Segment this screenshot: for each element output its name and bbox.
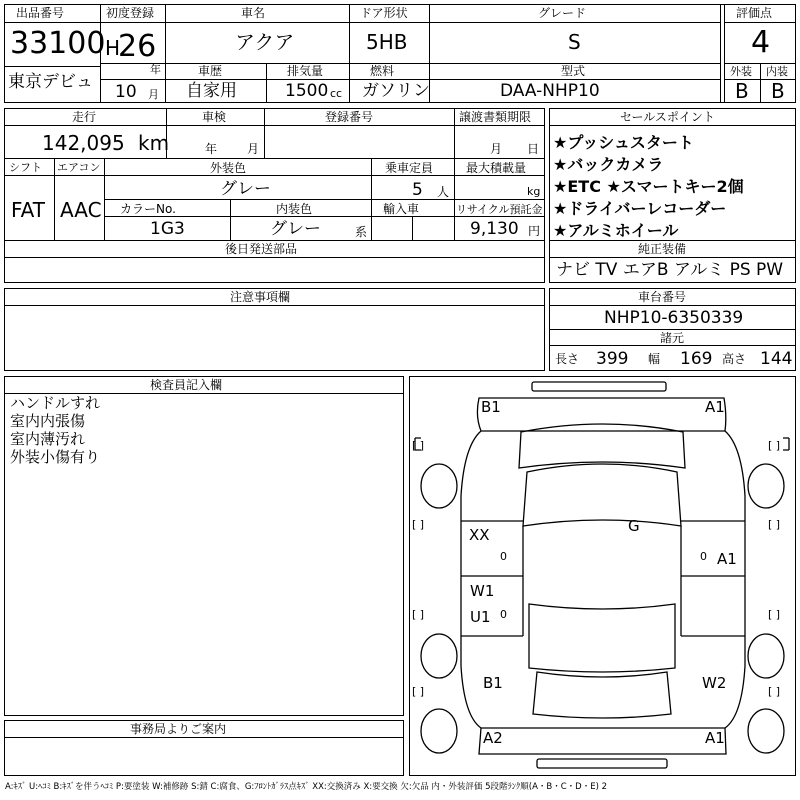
inspection-label: 車検 <box>202 110 227 124</box>
sales-point-item: ★ETC ★スマートキー2個 <box>553 177 744 196</box>
venue: 東京デビュ <box>8 72 93 92</box>
mileage: 142,095 <box>42 131 125 155</box>
damage-code-w1: W1 <box>470 582 495 600</box>
displacement-unit: cc <box>330 87 343 100</box>
max-load-label: 最大積載量 <box>466 161 527 175</box>
shift: FAT <box>11 198 46 222</box>
equipment-label: 純正装備 <box>638 242 687 256</box>
damage-code-zero: 0 <box>500 550 507 563</box>
bracket-mark: [ ] <box>768 608 781 621</box>
equipment-value: ナビ TV エアB アルミ PS PW <box>556 260 784 280</box>
era: H <box>105 36 121 60</box>
damage-code-g: G <box>628 517 640 535</box>
door-label: ドア形状 <box>360 6 408 20</box>
bracket-mark: [ ] <box>412 685 425 698</box>
int-color-label: 内装色 <box>276 202 313 216</box>
color-no-label: カラーNo. <box>120 202 176 216</box>
sales-point-item: ★アルミホイール <box>553 221 679 240</box>
damage-code-xx: XX <box>469 526 490 544</box>
damage-code-b1-rear: B1 <box>483 674 503 692</box>
sales-point-item: ★プッシュスタート <box>553 133 694 152</box>
chassis-label: 車台番号 <box>638 290 687 304</box>
color-no: 1G3 <box>150 219 185 239</box>
aircon: AAC <box>60 198 102 222</box>
width-label: 幅 <box>648 352 661 366</box>
damage-code-zero: 0 <box>500 608 507 621</box>
reg-year: 26 <box>118 29 157 64</box>
year-unit: 年 <box>150 63 161 76</box>
reg-month: 10 <box>115 82 137 102</box>
exterior-label: 外装 <box>730 65 752 78</box>
inspector-label: 検査員記入欄 <box>150 378 223 392</box>
reg-no-label: 登録番号 <box>325 110 374 124</box>
bracket-mark: [ ] <box>412 608 425 621</box>
inspection-year-unit: 年 <box>205 142 218 156</box>
exterior-grade: B <box>735 79 749 103</box>
damage-code-zero: 0 <box>700 550 707 563</box>
office-label: 事務局よりご案内 <box>130 722 227 736</box>
damage-code-b1-front: B1 <box>481 398 501 416</box>
score-label: 評価点 <box>736 6 773 20</box>
ext-color: グレー <box>220 179 271 199</box>
inspector-note: 外装小傷有り <box>10 448 101 466</box>
inspection-month-unit: 月 <box>247 142 260 156</box>
capacity-label: 乗車定員 <box>385 161 434 175</box>
fuel-label: 燃料 <box>370 64 395 78</box>
grade: S <box>568 30 581 54</box>
damage-code-a1-right: A1 <box>717 550 737 568</box>
chassis-number: NHP10-6350339 <box>604 308 744 328</box>
width: 169 <box>680 349 713 369</box>
recycle-unit: 円 <box>528 224 541 238</box>
lot-no-label: 出品番号 <box>16 6 65 20</box>
ext-color-label: 外装色 <box>210 161 247 175</box>
lot-no: 33100 <box>10 26 106 61</box>
bracket-mark: [ ] <box>412 439 425 452</box>
capacity-unit: 人 <box>437 185 450 199</box>
shift-label: シフト <box>9 161 42 174</box>
interior-label: 内装 <box>766 65 788 78</box>
notes-label: 注意事項欄 <box>230 290 291 304</box>
mileage-label: 走行 <box>72 110 97 124</box>
legend: A:ｷｽﾞ U:ﾍｺﾐ B:ｷｽﾞを伴うﾍｺﾐ P:要塗装 W:補修跡 S:錆 C:腐食、G:ﾌﾛﾝﾄｶﾞﾗｽ点ｷｽﾞ XX:交換済み X:要交換 欠:欠品 内・外装評価 5段階ﾗﾝｸ順(A・B・C・D・E) 2 <box>5 782 608 792</box>
capacity: 5 <box>412 180 423 200</box>
inspector-note: 室内薄汚れ <box>10 430 86 448</box>
sales-points-label: セールスポイント <box>620 110 715 124</box>
damage-code-a1-front: A1 <box>705 398 725 416</box>
score: 4 <box>751 25 771 60</box>
mileage-unit: km <box>138 131 170 155</box>
damage-code-u1: U1 <box>470 608 491 626</box>
inspector-note: 室内内張傷 <box>10 412 86 430</box>
car-diagram <box>409 376 796 776</box>
fuel: ガソリン <box>362 81 430 101</box>
door-type: 5HB <box>366 30 408 54</box>
damage-code-a1-rear: A1 <box>705 729 725 747</box>
damage-code-w2: W2 <box>702 674 727 692</box>
length-label: 長さ <box>555 352 580 366</box>
displacement-label: 排気量 <box>287 64 324 78</box>
bracket-mark: [ ] <box>768 439 781 452</box>
history: 自家用 <box>186 81 237 101</box>
grade-label: グレード <box>538 6 587 20</box>
import-label: 輸入車 <box>383 202 420 216</box>
first-reg-label: 初度登録 <box>106 6 155 20</box>
transfer-day-unit: 日 <box>527 142 540 156</box>
max-load-unit: kg <box>527 185 541 198</box>
transfer-doc-label: 譲渡書類期限 <box>459 110 532 124</box>
height: 144 <box>760 349 793 369</box>
history-label: 車歴 <box>198 64 223 78</box>
car-name: アクア <box>235 30 295 54</box>
damage-code-a2: A2 <box>483 729 503 747</box>
inspector-note: ハンドルすれ <box>10 394 101 412</box>
later-parts-label: 後日発送部品 <box>225 242 298 256</box>
sales-point-item: ★バックカメラ <box>553 155 664 174</box>
displacement: 1500 <box>285 81 329 101</box>
bracket-mark: [ ] <box>768 518 781 531</box>
model-label: 型式 <box>561 64 586 78</box>
aircon-label: エアコン <box>57 161 101 174</box>
car-name-label: 車名 <box>241 6 266 20</box>
recycle: 9,130 <box>470 219 519 239</box>
month-unit: 月 <box>148 88 159 101</box>
recycle-label: リサイクル預託金 <box>456 203 543 216</box>
model: DAA-NHP10 <box>500 81 600 101</box>
interior-grade: B <box>771 79 785 103</box>
int-color: グレー <box>270 219 321 239</box>
bracket-mark: [ ] <box>412 518 425 531</box>
transfer-month-unit: 月 <box>490 142 503 156</box>
int-color-suffix: 系 <box>355 225 368 239</box>
dims-label: 諸元 <box>660 331 685 345</box>
height-label: 高さ <box>722 352 747 366</box>
sales-point-item: ★ドライバーレコーダー <box>553 199 727 218</box>
length: 399 <box>596 349 629 369</box>
bracket-mark: [ ] <box>768 685 781 698</box>
